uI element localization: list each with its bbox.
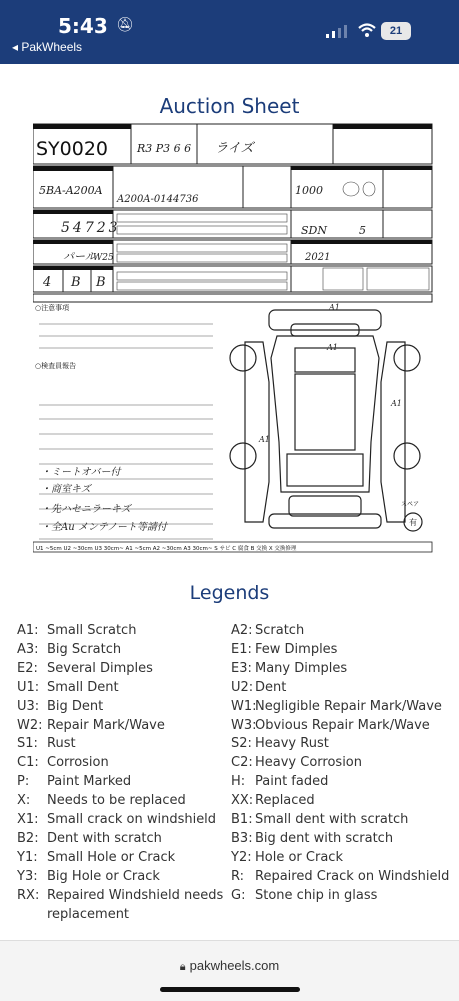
legend-item: H: Paint faded — [231, 774, 329, 790]
chassis-number: A200A-0144736 — [117, 194, 199, 205]
legend-item: W1:Negligible Repair Mark/Wave — [231, 698, 442, 714]
status-bar — [0, 0, 459, 64]
interior-grade: 4 — [43, 275, 52, 290]
damage-mark-roof: A1 — [327, 343, 338, 352]
model-year: 2021 — [305, 252, 331, 263]
auction-grade: R3 P3 6 6 — [137, 142, 192, 155]
url-text: pakwheels.com — [189, 958, 280, 973]
legends-title: Legends — [189, 582, 270, 604]
battery-level: 21 — [389, 25, 403, 37]
exterior-grade: B — [71, 275, 81, 290]
lock-icon: 🔒︎ — [179, 961, 186, 973]
legend-item: E3: Many Dimples — [231, 660, 348, 676]
damage-mark-top: A1 — [329, 303, 340, 312]
legend-column-left — [17, 622, 223, 925]
legend-item: A1: Small Scratch — [17, 623, 137, 638]
lot-number: SY0020 — [36, 138, 109, 160]
mileage: 54723 — [61, 220, 121, 236]
legend-item: U1: Small Dent — [17, 679, 119, 695]
model-name: ライズ — [215, 141, 254, 156]
legend-item: XX: Replaced — [231, 793, 315, 809]
displacement: 1000 — [295, 184, 323, 197]
legend-item: C1: Corrosion — [17, 755, 109, 771]
legend-item: W3:Obvious Repair Mark/Wave — [231, 717, 430, 733]
legend-item: U2: Dent — [231, 679, 287, 695]
legend-item: B2: Dent with scratch — [17, 830, 162, 846]
browser-address-bar[interactable] — [0, 940, 459, 1001]
legend-item: B3: Big dent with scratch — [231, 830, 394, 846]
remark-2: ・商室キズ — [41, 484, 91, 495]
legend-item: R: Repaired Crack on Windshield — [231, 868, 450, 884]
notes-heading: ○注意事項 — [35, 304, 70, 312]
sheet-legend-strip: U1 ~5cm U2 ~30cm U3 30cm~ A1 ~5cm A2 ~30cm A3 30cm~ S サビ C 腐食 B 交換 X 交換修理 — [36, 546, 297, 552]
legend-item: Y1: Small Hole or Crack — [17, 849, 176, 865]
legend-item: X: Needs to be replaced — [17, 793, 186, 809]
spare-mark: 有 — [409, 518, 417, 527]
damage-mark-left: A1 — [259, 435, 270, 444]
legend-item: replacement — [47, 906, 130, 922]
legend-item: E1: Few Dimples — [231, 641, 338, 657]
url-display[interactable] — [0, 958, 459, 974]
home-indicator[interactable] — [160, 987, 300, 992]
legend-item: A3: Big Scratch — [17, 641, 122, 657]
battery-icon — [381, 22, 411, 40]
spare-label: スペア — [401, 501, 420, 508]
remark-1: ・ミートオバー付 — [41, 467, 121, 478]
model-code: 5BA-A200A — [39, 184, 103, 197]
legend-item: P: Paint Marked — [17, 774, 132, 790]
legend-item: Y2: Hole or Crack — [231, 849, 343, 865]
back-to-app-link[interactable]: ◂ PakWheels — [12, 40, 83, 54]
legend-item: G: Stone chip in glass — [231, 887, 378, 903]
cleanliness-grade: B — [96, 275, 106, 290]
damage-mark-right: A1 — [391, 399, 402, 408]
legend-item: Y3: Big Hole or Crack — [17, 868, 160, 884]
body-type: SDN — [301, 224, 327, 237]
legend-item: A2: Scratch — [231, 623, 305, 638]
wifi-icon — [357, 22, 377, 38]
auction-sheet-image — [33, 122, 433, 554]
legend-item: U3: Big Dent — [17, 698, 104, 714]
legend-item: X1: Small crack on windshield — [17, 812, 217, 828]
page-title: Auction Sheet — [159, 94, 300, 118]
color: パール — [63, 250, 96, 263]
legend-column-right — [231, 622, 449, 906]
silent-bell-icon: 🔕︎ — [116, 16, 134, 32]
legend-item: C2: Heavy Corrosion — [231, 755, 362, 771]
legend-item: S2: Heavy Rust — [231, 736, 329, 752]
paint-code: W25 — [93, 253, 114, 263]
cellular-signal-icon — [326, 24, 348, 38]
legend-item: S1: Rust — [17, 736, 76, 752]
clock: 5:43 — [58, 14, 108, 38]
legend-item: E2: Several Dimples — [17, 660, 153, 676]
doors: 5 — [359, 224, 366, 237]
inspector-heading: ○検査員報告 — [35, 362, 77, 370]
legend-item: RX: Repaired Windshield needs — [17, 887, 224, 903]
remark-3: ・先ハセニラーキズ — [41, 504, 131, 515]
legend-item: W2: Repair Mark/Wave — [17, 717, 165, 733]
legend-item: B1: Small dent with scratch — [231, 812, 409, 828]
remark-4: ・全Au メンテノート等請付 — [41, 522, 167, 533]
